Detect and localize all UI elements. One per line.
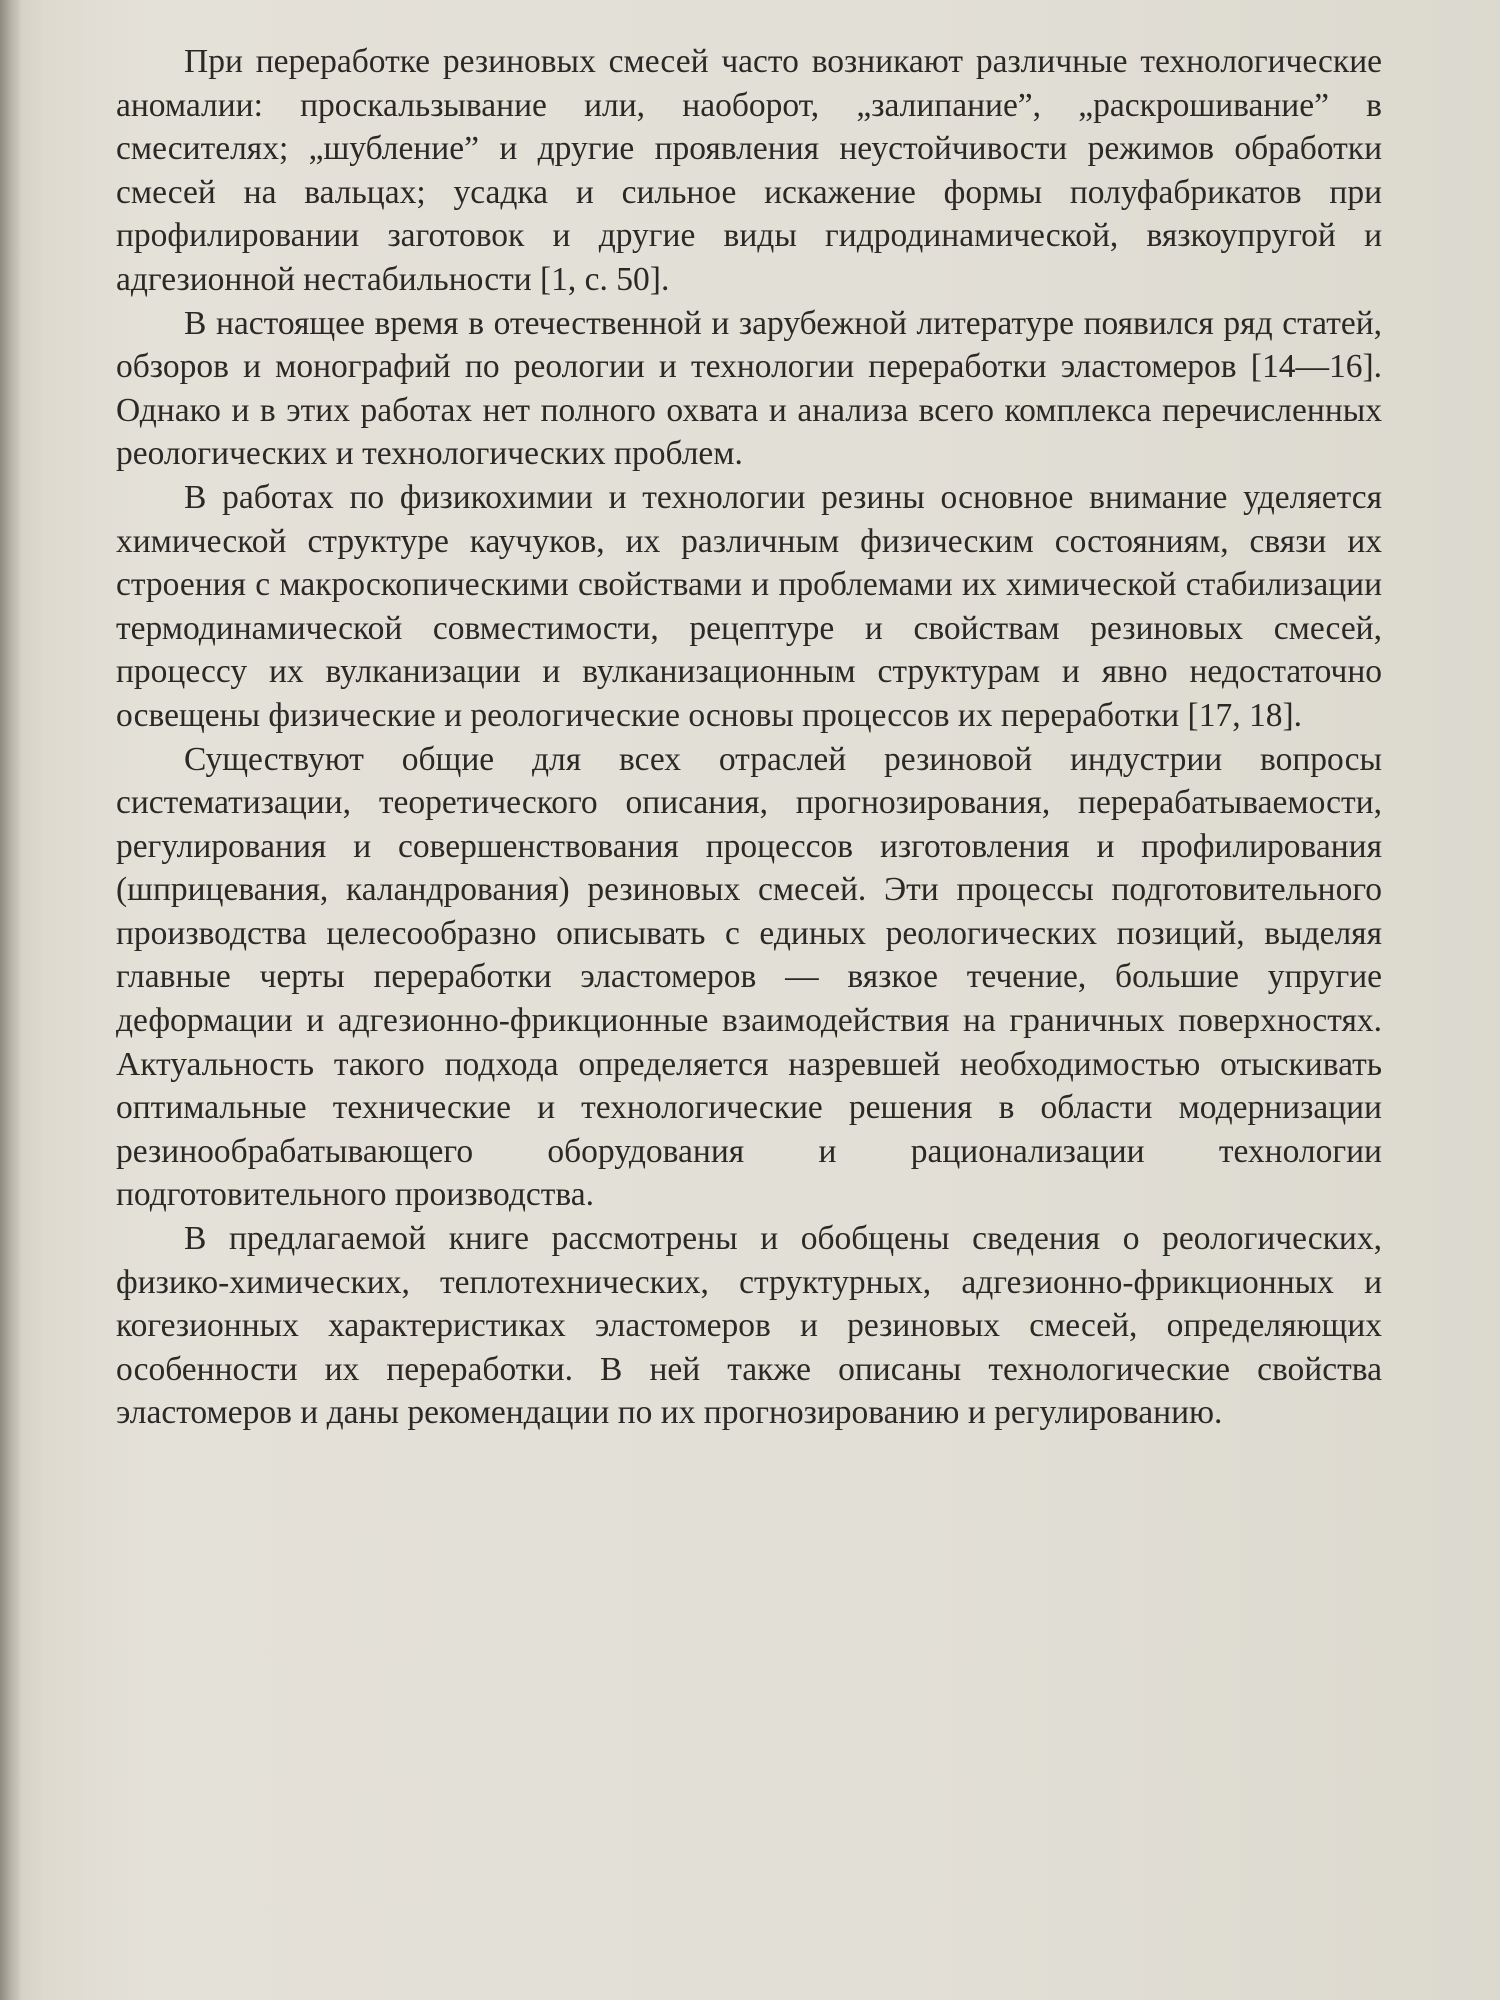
paragraph-5: В предлагаемой книге рассмотрены и обобщены сведения о реологических, физико-химических, теплотехнических, структурных, адгезионно-фрикционных и когезионных характеристиках эластомеров и резиновых смесей, определяющих особенности их переработки. В ней также описаны технологические свойства эластомеров и даны рекомендации по их прогнозированию и регулированию. xyxy=(116,1220,1382,1432)
paragraph-2: В настоящее время в отечественной и зарубежной литературе появился ряд статей, обзоров и монографий по реологии и технологии переработки эластомеров [14—16]. Однако и в этих работах нет полного охвата и анализа всего комплекса перечисленных реологических и технологических проблем. xyxy=(116,304,1382,473)
paragraph-3: В работах по физикохимии и технологии резины основное внимание уделяется химической структуре каучуков, их различным физическим состояниям, связи их строения с макроскопическими свойствами и проблемами их химической стабилизации термодинамической совместимости, рецептуре и свойствам резиновых смесей, процессу их вулканизации и вулканизационным структурам и явно недостаточно освещены физические и реологические основы процессов их переработки [17, 18]. xyxy=(116,478,1382,734)
body-text xyxy=(116,40,1382,1435)
paragraph-1: При переработке резиновых смесей часто возникают различные технологические аномалии: проскальзывание или, наоборот, „залипание”, „раскрошивание” в смесителях; „шубление” и другие проявления неустойчивости режимов обработки смесей на вальцах; усадка и сильное искажение формы полуфабрикатов при профилировании заготовок и другие виды гидродинамической, вязкоупругой и адгезионной нестабильности [1, с. 50]. xyxy=(116,43,1382,298)
paragraph-4: Существуют общие для всех отраслей резиновой индустрии вопросы систематизации, теоретического описания, прогнозирования, перерабатываемости, регулирования и совершенствования процессов изготовления и профилирования (шприцевания, каландрования) резиновых смесей. Эти процессы подготовительного производства целесообразно описывать с единых реологических позиций, выделяя главные черты переработки эластомеров — вязкое течение, большие упругие деформации и адгезионно-фрикционные взаимодействия на граничных поверхностях. Актуальность такого подхода определяется назревшей необходимостью отыскивать оптимальные технические и технологические решения в области модернизации резинообрабатывающего оборудования и рационализации технологии подготовительного производства. xyxy=(116,740,1382,1214)
page-gutter-shadow xyxy=(0,0,22,2000)
